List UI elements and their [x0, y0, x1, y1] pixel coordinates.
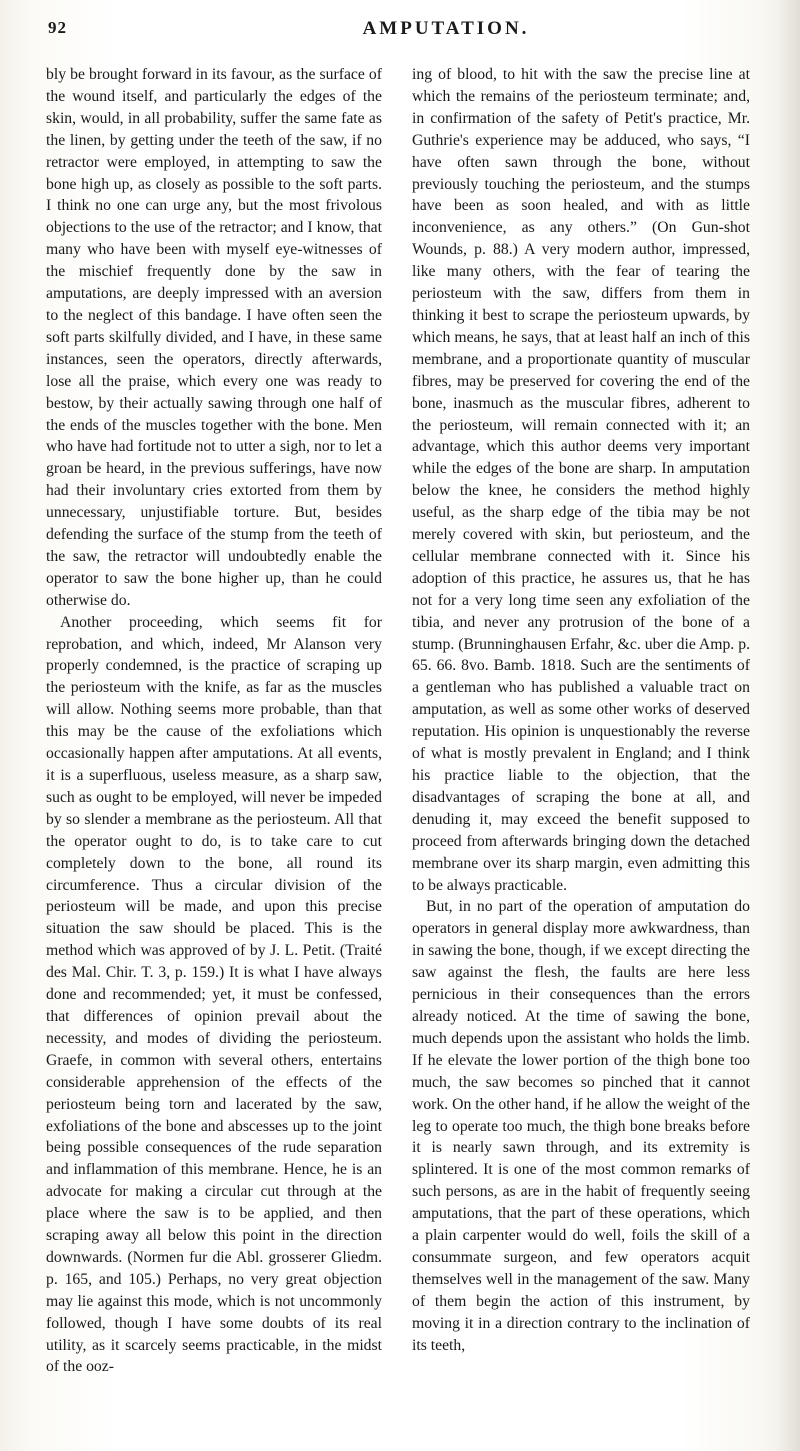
right-column: [412, 64, 750, 1356]
running-title: AMPUTATION.: [362, 18, 530, 39]
running-head: [48, 18, 754, 44]
page-edge-shadow: [776, 0, 800, 1451]
paragraph: bly be brought forward in its favour, as the surface of the wound itself, and particularly the edges of the skin, would, in all probability, suffer the same fate as the linen, by getting under the teeth of the saw, if no retractor were employed, in attempting to saw the bone high up, as closely as possible to the soft parts. I think no one can urge any, but the most frivolous objections to the use of the retractor; and I know, that many who have been with myself eye-witnesses of the mischief frequently done by the saw in amputations, are deeply impressed with an aversion to the neglect of this bandage. I have often seen the soft parts skilfully divided, and I have, in these same instances, seen the operators, directly afterwards, lose all the praise, which every one was ready to bestow, by their actually sawing through one half of the ends of the muscles together with the bone. Men who have had fortitude not to utter a sigh, nor to let a groan be heard, in the previous sufferings, have now had their involuntary cries extorted from them by unnecessary, unjustifiable torture. But, besides defending the surface of the stump from the teeth of the saw, the retractor will undoubtedly enable the operator to saw the bone higher up, than he could otherwise do.: [46, 66, 382, 609]
page-number: 92: [48, 18, 67, 37]
paragraph: ing of blood, to hit with the saw the precise line at which the remains of the periosteum terminate; and, in confirmation of the safety of Petit's practice, Mr. Guthrie's experience may be adduced, who says, “I have often sawn through the bone, without previously touching the periosteum, and the stumps have been as soon healed, and with as little inconvenience, as any others.” (On Gun-shot Wounds, p. 88.) A very modern author, impressed, like many others, with the fear of tearing the periosteum with the saw, differs from them in thinking it best to scrape the periosteum upwards, by which means, he says, that at least half an inch of this membrane, and a proportionate quantity of muscular fibres, may be preserved for covering the end of the bone, inasmuch as the muscular fibres, adherent to the periosteum, will remain connected with it; an advantage, which this author deems very important while the edges of the bone are sharp. In amputation below the knee, he considers the method highly useful, as the sharp edge of the tibia may be not merely covered with skin, but periosteum, and the cellular membrane connected with it. Since his adoption of this practice, he assures us, that he has not for a very long time seen any exfoliation of the tibia, and never any protrusion of the bone of a stump. (Brunninghausen Erfahr, &c. uber die Amp. p. 65. 66. 8vo. Bamb. 1818. Such are the sentiments of a gentleman who has published a valuable tract on amputation, as well as some other works of deserved reputation. His opinion is unquestionably the reverse of what is mostly prevalent in England; and I think his practice liable to the objection, that the disadvantages of scraping the bone at all, and denuding it, may exceed the benefit supposed to proceed from afterwards bringing down the detached membrane over its sharp margin, even admitting this to be always practicable.: [412, 66, 750, 894]
paragraph: Another proceeding, which seems fit for reprobation, and which, indeed, Mr Alanson very properly condemned, is the practice of scraping up the periosteum with the knife, as far as the muscles will allow. Nothing seems more probable, than that this may be the cause of the exfoliations which occasionally happen after amputations. At all events, it is a superfluous, useless measure, as a sharp saw, such as ought to be employed, will never be impeded by so slender a membrane as the periosteum. All that the operator ought to do, is to take care to cut completely down to the bone, all round its circumference. Thus a circular division of the periosteum will be made, and upon this precise situation the saw should be placed. This is the method which was approved of by J. L. Petit. (Traité des Mal. Chir. T. 3, p. 159.) It is what I have always done and recommended; yet, it must be confessed, that differences of opinion prevail about the necessity, and modes of dividing the periosteum. Graefe, in common with several others, entertains considerable apprehension of the effects of the periosteum being torn and lacerated by the saw, exfoliations of the bone and abscesses up to the joint being possible consequences of the rude separation and inflammation of this membrane. Hence, he is an advocate for making a circular cut through at the place where the saw is to be applied, and then scraping away all below this point in the direction downwards. (Normen fur die Abl. grosserer Gliedm. p. 165, and 105.) Perhaps, no very great objection may lie against this mode, which is not uncommonly followed, though I have some doubts of its real utility, as it scarcely seems practicable, in the midst of the ooz-: [46, 613, 382, 1376]
paragraph: But, in no part of the operation of amputation do operators in general display more awkwardness, than in sawing the bone, though, if we except directing the saw against the flesh, the faults are here less pernicious in their consequences than the errors already noticed. At the time of sawing the bone, much depends upon the assistant who holds the limb. If he elevate the lower portion of the thigh bone too much, the saw becomes so pinched that it cannot work. On the other hand, if he allow the weight of the leg to operate too much, the thigh bone breaks before it is nearly sawn through, and its extremity is splintered. It is one of the most common remarks of such persons, as are in the habit of frequently seeing amputations, that the part of these operations, which a plain carpenter would do well, foils the skill of a consummate surgeon, and few operators acquit themselves well in the management of the saw. Many of them begin the action of this instrument, by moving it in a direction contrary to the inclination of its teeth,: [412, 898, 750, 1354]
left-column: [46, 64, 382, 1378]
